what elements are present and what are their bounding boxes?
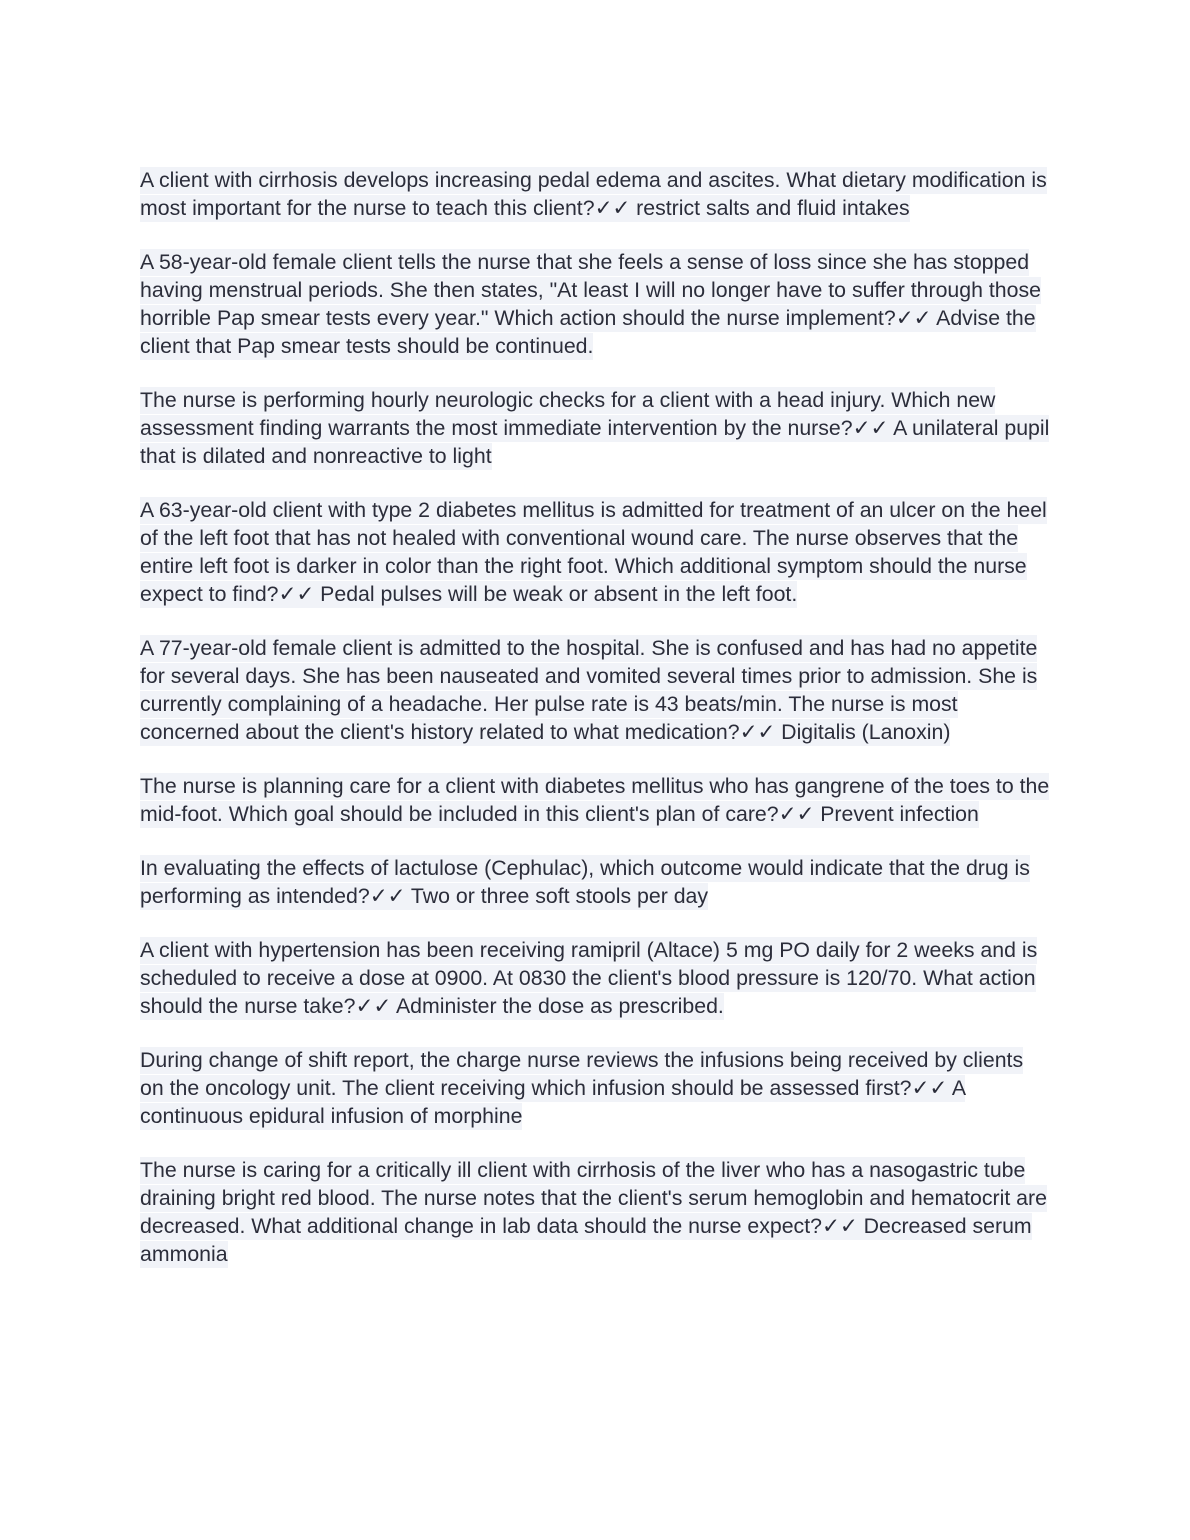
answer-text: restrict salts and fluid intakes [630, 196, 910, 220]
qa-list [140, 166, 1052, 1294]
qa-item [140, 1156, 1052, 1268]
checkmark-icon: ✓✓ [739, 720, 776, 744]
checkmark-icon: ✓✓ [369, 884, 406, 908]
question-text: A 63-year-old client with type 2 diabetes mellitus is admitted for treatment of an ulcer on the heel of the left foot that has not healed with conventional wound care. The nurse observes that the entire left foot is darker in color than the right foot. Which additional symptom should the nurse expect to find? [140, 498, 1047, 606]
qa-item [140, 248, 1052, 360]
checkmark-icon: ✓✓ [821, 1214, 858, 1238]
qa-item [140, 634, 1052, 746]
answer-text: Digitalis (Lanoxin) [775, 720, 951, 744]
qa-item [140, 166, 1052, 222]
checkmark-icon: ✓✓ [278, 582, 315, 606]
qa-item [140, 772, 1052, 828]
answer-text: Pedal pulses will be weak or absent in the left foot. [314, 582, 798, 606]
question-text: A 77-year-old female client is admitted to the hospital. She is confused and has had no appetite for several days. She has been nauseated and vomited several times prior to admission. She is currently complaining of a headache. Her pulse rate is 43 beats/min. The nurse is most concerned about the client's history related to what medication? [140, 636, 1038, 744]
answer-text: Two or three soft stools per day [405, 884, 709, 908]
checkmark-icon: ✓✓ [895, 306, 932, 330]
question-text: A client with cirrhosis develops increasing pedal edema and ascites. What dietary modification is most important for the nurse to teach this client? [140, 168, 1047, 220]
qa-item [140, 1046, 1052, 1130]
question-text: A 58-year-old female client tells the nurse that she feels a sense of loss since she has stopped having menstrual periods. She then states, "At least I will no longer have to suffer through those horrible Pap smear tests every year." Which action should the nurse implement? [140, 250, 1041, 330]
question-text: The nurse is performing hourly neurologic checks for a client with a head injury. Which new assessment finding warrants the most immediate intervention by the nurse? [140, 388, 996, 440]
question-text: The nurse is planning care for a client with diabetes mellitus who has gangrene of the toes to the mid-foot. Which goal should be included in this client's plan of care? [140, 774, 1050, 826]
answer-text: A unilateral pupil that is dilated and nonreactive to light [140, 416, 1050, 468]
answer-text: Prevent infection [814, 802, 979, 826]
qa-item [140, 936, 1052, 1020]
checkmark-icon: ✓✓ [594, 196, 631, 220]
answer-text: Administer the dose as prescribed. [391, 994, 724, 1018]
qa-item [140, 386, 1052, 470]
checkmark-icon: ✓✓ [852, 416, 889, 440]
question-text: In evaluating the effects of lactulose (Cephulac), which outcome would indicate that the drug is performing as intended? [140, 856, 1030, 908]
question-text: The nurse is caring for a critically ill client with cirrhosis of the liver who has a nasogastric tube draining bright red blood. The nurse notes that the client's serum hemoglobin and hematocrit are decreased. What additional change in lab data should the nurse expect? [140, 1158, 1047, 1238]
checkmark-icon: ✓✓ [911, 1076, 948, 1100]
answer-text: Advise the client that Pap smear tests should be continued. [140, 306, 1036, 358]
question-text: A client with hypertension has been receiving ramipril (Altace) 5 mg PO daily for 2 weeks and is scheduled to receive a dose at 0900. At 0830 the client's blood pressure is 120/70. What action should the nurse take? [140, 938, 1038, 1018]
answer-text: A continuous epidural infusion of morphine [140, 1076, 965, 1128]
checkmark-icon: ✓✓ [355, 994, 392, 1018]
checkmark-icon: ✓✓ [778, 802, 815, 826]
answer-text: Decreased serum ammonia [140, 1214, 1032, 1266]
qa-item [140, 496, 1052, 608]
question-text: During change of shift report, the charge nurse reviews the infusions being received by clients on the oncology unit. The client receiving which infusion should be assessed first? [140, 1048, 1024, 1100]
qa-item [140, 854, 1052, 910]
